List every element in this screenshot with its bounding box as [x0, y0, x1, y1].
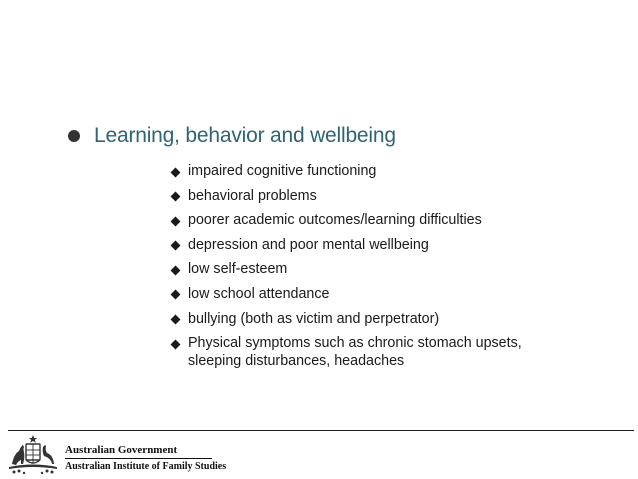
list-item — [171, 285, 522, 303]
list-item — [171, 211, 522, 229]
list-item-text — [188, 236, 429, 254]
list-item-line: behavioral problems — [188, 187, 317, 204]
slide-heading: Learning, behavior and wellbeing — [94, 124, 396, 147]
diamond-bullet-icon — [171, 339, 181, 349]
list-item-text — [188, 162, 376, 180]
diamond-bullet-icon — [171, 290, 181, 300]
list-item-text — [188, 334, 522, 370]
footer-logo-divider — [65, 458, 212, 459]
diamond-bullet-icon — [171, 192, 181, 202]
list-item-line: impaired cognitive functioning — [188, 163, 377, 179]
list-item-text — [188, 187, 317, 205]
diamond-bullet-icon — [171, 241, 181, 251]
list-item-text — [188, 211, 482, 229]
list-item — [171, 236, 522, 254]
list-item — [171, 162, 522, 180]
main-bullet-point — [68, 124, 396, 148]
list-item — [171, 187, 522, 205]
list-item-line: sleeping disturbances, headaches — [188, 353, 405, 370]
list-item — [171, 260, 522, 278]
list-item-text — [188, 260, 287, 278]
list-item-line: low self-esteem — [188, 261, 288, 278]
government-name: Australian Government — [65, 444, 178, 456]
bullet-dot-icon — [68, 130, 80, 142]
list-item-line: depression and poor mental wellbeing — [188, 236, 429, 253]
sub-bullet-list — [171, 162, 522, 377]
coat-of-arms-icon — [6, 434, 60, 476]
diamond-bullet-icon — [171, 216, 181, 226]
list-item-line: poorer academic outcomes/learning difficulties — [188, 212, 482, 229]
diamond-bullet-icon — [171, 265, 181, 275]
institute-name: Australian Institute of Family Studies — [65, 461, 227, 472]
diamond-bullet-icon — [171, 167, 181, 177]
diamond-bullet-icon — [171, 315, 181, 325]
list-item-text — [188, 310, 439, 328]
list-item-line: bullying (both as victim and perpetrator) — [188, 310, 440, 327]
list-item-text — [188, 285, 329, 303]
list-item-line: low school attendance — [188, 285, 330, 302]
list-item — [171, 310, 522, 328]
footer-divider — [8, 430, 634, 431]
list-item-line: Physical symptoms such as chronic stomach upsets, — [188, 335, 522, 352]
list-item — [171, 334, 522, 370]
